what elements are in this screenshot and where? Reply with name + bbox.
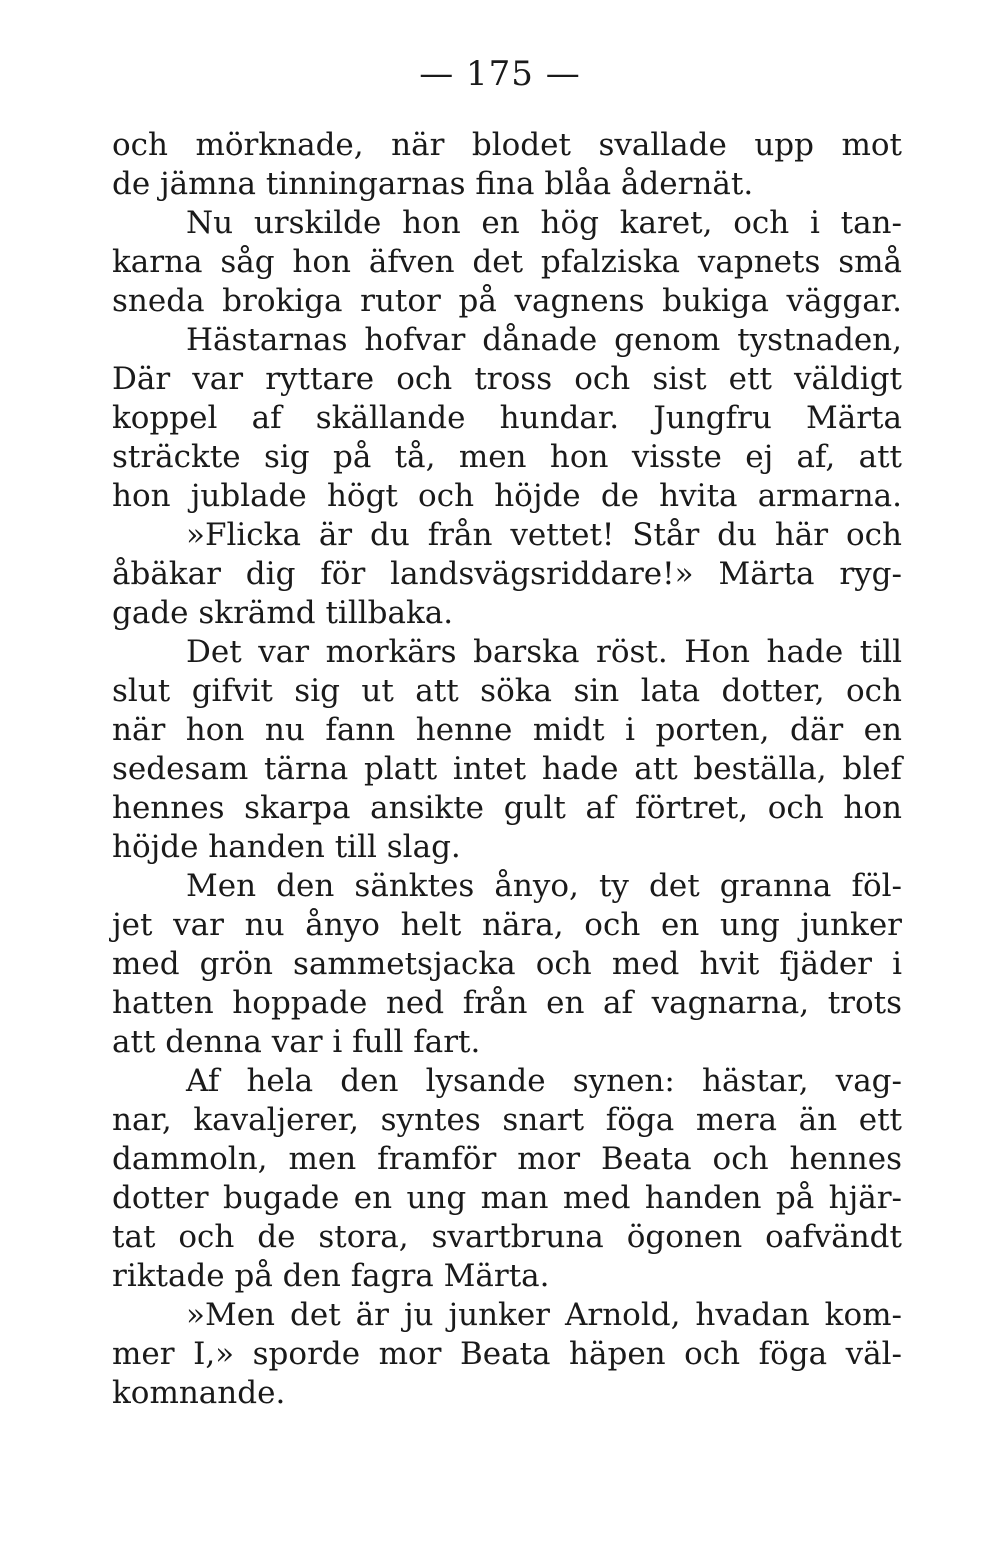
text-line-6: Hästarnas hofvar dånade genom tystnaden,: [186, 322, 902, 358]
text-line-4: karna såg hon äfven det pfalziska vapnets små: [112, 244, 902, 280]
text-line-25: Af hela den lysande synen: hästar, vag-: [186, 1063, 902, 1099]
text-line-32: mer I,» sporde mor Beata häpen och föga väl-: [112, 1336, 902, 1372]
text-line-21: jet var nu ånyo helt nära, och en ung junker: [112, 907, 902, 943]
text-line-10: hon jublade högt och höjde de hvita armarna.: [112, 478, 902, 514]
text-line-8: koppel af skällande hundar. Jungfru Märta: [112, 400, 902, 436]
text-line-1: och mörknade, när blodet svallade upp mot: [112, 127, 902, 163]
text-line-27: dammoln, men framför mor Beata och hennes: [112, 1141, 902, 1177]
text-line-33: komnande.: [112, 1375, 286, 1411]
text-line-5: sneda brokiga rutor på vagnens bukiga väggar.: [112, 283, 902, 319]
text-line-24: att denna var i full fart.: [112, 1024, 481, 1060]
text-line-22: med grön sammetsjacka och med hvit fjäder i: [112, 946, 902, 982]
text-line-12: åbäkar dig för landsvägsriddare!» Märta ryg-: [112, 556, 902, 592]
text-line-9: sträckte sig på tå, men hon visste ej af, att: [112, 439, 902, 475]
text-line-29: tat och de stora, svartbruna ögonen oafvändt: [112, 1219, 902, 1255]
text-line-20: Men den sänktes ånyo, ty det granna föl-: [186, 868, 902, 904]
text-line-23: hatten hoppade ned från en af vagnarna, trots: [112, 985, 902, 1021]
text-line-3: Nu urskilde hon en hög karet, och i tan-: [186, 205, 902, 241]
text-line-16: när hon nu fann henne midt i porten, där en: [112, 712, 902, 748]
text-line-17: sedesam tärna platt intet hade att beställa, blef: [112, 751, 902, 787]
text-line-28: dotter bugade en ung man med handen på hjär-: [112, 1180, 902, 1216]
page-number: — 175 —: [419, 54, 581, 94]
text-line-11: »Flicka är du från vettet! Står du här och: [186, 517, 902, 553]
text-line-2: de jämna tinningarnas fina blåa ådernät.: [112, 166, 754, 202]
text-line-18: hennes skarpa ansikte gult af förtret, och hon: [112, 790, 902, 826]
text-line-14: Det var morkärs barska röst. Hon hade till: [186, 634, 902, 670]
text-line-13: gade skrämd tillbaka.: [112, 595, 454, 631]
text-line-31: »Men det är ju junker Arnold, hvadan kom-: [186, 1297, 902, 1333]
text-line-15: slut gifvit sig ut att söka sin lata dotter, och: [112, 673, 902, 709]
text-line-26: nar, kavaljerer, syntes snart föga mera än ett: [112, 1102, 902, 1138]
text-line-7: Där var ryttare och tross och sist ett väldigt: [112, 361, 902, 397]
text-line-19: höjde handen till slag.: [112, 829, 461, 865]
text-line-30: riktade på den fagra Märta.: [112, 1258, 550, 1294]
